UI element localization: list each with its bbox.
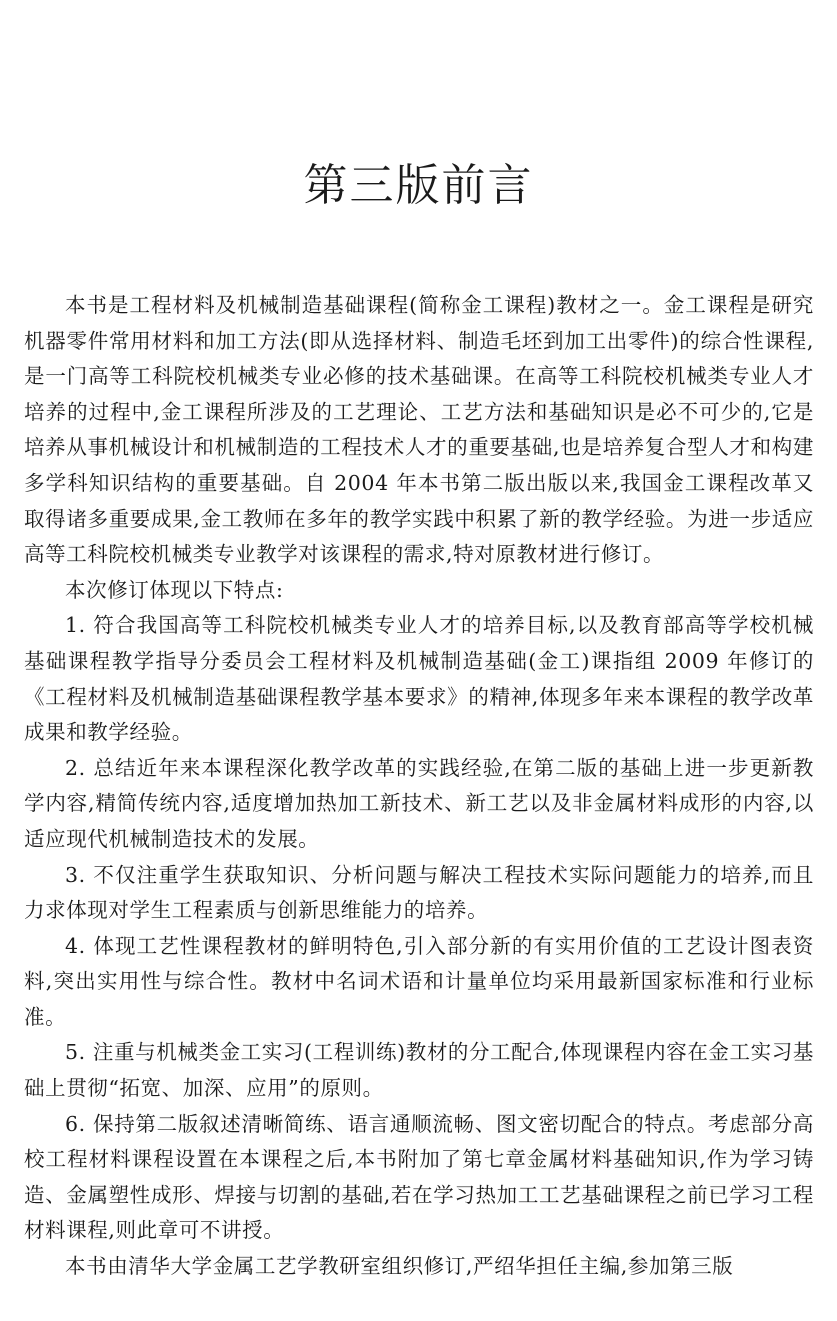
paragraph-feature-3: 3. 不仅注重学生获取知识、分析问题与解决工程技术实际问题能力的培养,而且力求体现对学生工程素质与创新思维能力的培养。 — [24, 862, 814, 923]
page-title: 第三版前言 — [303, 160, 534, 211]
paragraph-feature-1: 1. 符合我国高等工科院校机械类专业人才的培养目标,以及教育部高等学校机械基础课程教学指导分委员会工程材料及机械制造基础(金工)课指组 2009 年修订的《工程材料及机械制造基础课程教学基本要求》的精神,体现多年来本课程的教学改革成果和教学经验。 — [24, 613, 814, 745]
paragraph-editors: 本书由清华大学金属工艺学教研室组织修订,严绍华担任主编,参加第三版 — [65, 1254, 734, 1279]
paragraph-intro: 本书是工程材料及机械制造基础课程(简称金工课程)教材之一。金工课程是研究机器零件常用材料和加工方法(即从选择材料、制造毛坯到加工出零件)的综合性课程,是一门高等工科院校机械类专业必修的技术基础课。在高等工科院校机械类专业人才培养的过程中,金工课程所涉及的工艺理论、工艺方法和基础知识是必不可少的,它是培养从事机械设计和机械制造的工程技术人才的重要基础,也是培养复合型人才和构建多学科知识结构的重要基础。自 2004 年本书第二版出版以来,我国金工课程改革又取得诸多重要成果,金工教师在多年的教学实践中积累了新的教学经验。为进一步适应高等工科院校机械类专业教学对该课程的需求,特对原教材进行修订。 — [24, 293, 814, 567]
preface-body — [24, 288, 814, 1285]
paragraph-feature-4: 4. 体现工艺性课程教材的鲜明特色,引入部分新的有实用价值的工艺设计图表资料,突出实用性与综合性。教材中名词术语和计量单位均采用最新国家标准和行业标准。 — [24, 933, 814, 1029]
paragraph-features-lead: 本次修订体现以下特点: — [65, 577, 284, 602]
paragraph-feature-5: 5. 注重与机械类金工实习(工程训练)教材的分工配合,体现课程内容在金工实习基础上贯彻“拓宽、加深、应用”的原则。 — [24, 1040, 814, 1101]
paragraph-feature-6: 6. 保持第二版叙述清晰简练、语言通顺流畅、图文密切配合的特点。考虑部分高校工程材料课程设置在本课程之后,本书附加了第七章金属材料基础知识,作为学习铸造、金属塑性成形、焊接与切割的基础,若在学习热加工工艺基础课程之前已学习工程材料课程,则此章可不讲授。 — [24, 1111, 814, 1243]
paragraph-feature-2: 2. 总结近年来本课程深化教学改革的实践经验,在第二版的基础上进一步更新教学内容,精简传统内容,适度增加热加工新技术、新工艺以及非金属材料成形的内容,以适应现代机械制造技术的发展。 — [24, 755, 814, 851]
